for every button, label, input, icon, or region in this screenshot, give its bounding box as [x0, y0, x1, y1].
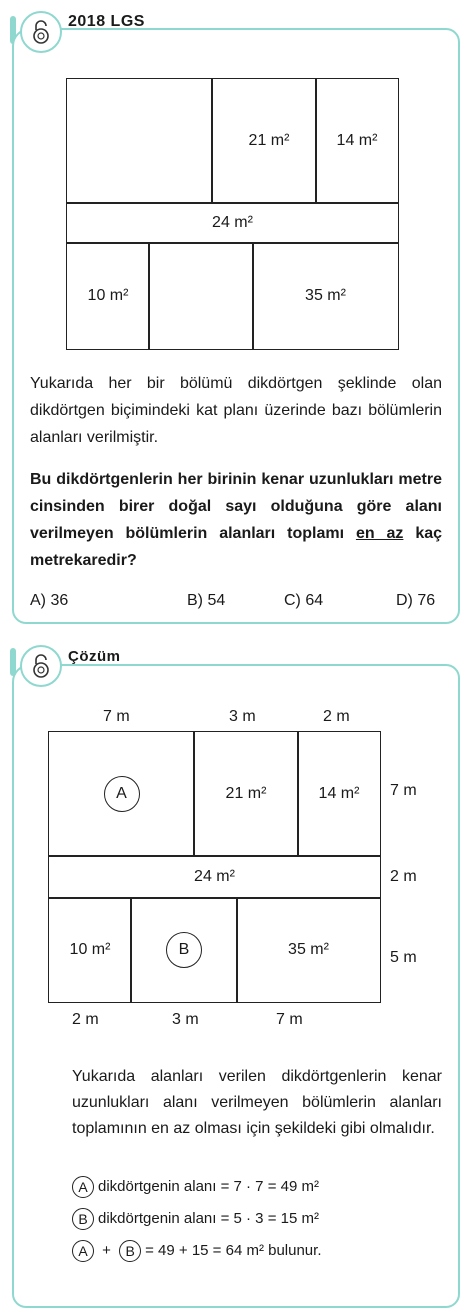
plan-cell-bottom-middle: [148, 242, 254, 350]
circle-a-label: A: [72, 1240, 94, 1262]
dim-bottom-2: 3 m: [172, 1011, 199, 1028]
question-floor-plan: [66, 78, 399, 350]
dim-right-2: 2 m: [390, 868, 417, 885]
emphasis-underline: en az: [355, 525, 404, 542]
dim-bottom-1: 2 m: [72, 1011, 99, 1028]
solution-title: Çözüm: [68, 648, 121, 665]
solution-floor-plan: [48, 731, 381, 1003]
circle-b-label: B: [119, 1240, 141, 1262]
solution-sum-line: A + B = 49 + 15 = 64 m² bulunur.: [72, 1240, 321, 1262]
dim-right-3: 5 m: [390, 949, 417, 966]
question-prompt: Bu dikdörtgenlerin her birinin kenar uzunlukları metre cinsinden birer doğal sayı olduğuna göre alanı verilmeyen bölümlerin alanları toplamı en az kaç metrekaredir?: [30, 471, 443, 569]
choice-a[interactable]: A) 36: [30, 592, 69, 609]
circle-b-label: B: [72, 1208, 94, 1230]
plan-cell-bottom-left: 10 m²: [48, 897, 132, 1003]
choice-b[interactable]: B) 54: [187, 592, 226, 609]
dim-top-2: 3 m: [229, 708, 256, 725]
plan-cell-top-right: 14 m²: [297, 731, 381, 857]
plan-cell-a: [48, 731, 195, 857]
solution-badge: [20, 645, 62, 687]
dim-right-1: 7 m: [390, 782, 417, 799]
plan-cell-b: [130, 897, 238, 1003]
dim-bottom-3: 7 m: [276, 1011, 303, 1028]
plan-cell-bottom-left: 10 m²: [66, 242, 150, 350]
choice-d[interactable]: D) 76: [396, 592, 436, 609]
question-paragraph: Yukarıda her bir bölümü dikdörtgen şeklinde olan dikdörtgen biçimindeki kat planı üzerinde bazı bölümlerin alanları verilmiştir.: [30, 375, 442, 446]
question-badge: [20, 11, 62, 53]
dim-top-1: 7 m: [103, 708, 130, 725]
plan-cell-top-middle: 21 m²: [193, 731, 299, 857]
plan-cell-middle: 24 m²: [66, 202, 399, 244]
plan-cell-top-left: [66, 78, 213, 204]
solution-line-a: A dikdörtgenin alanı = 7 · 7 = 49 m²: [72, 1176, 319, 1198]
dim-top-3: 2 m: [323, 708, 350, 725]
plan-cell-top-middle: 21 m²: [211, 78, 317, 204]
circle-a-label: A: [72, 1176, 94, 1198]
question-title: 2018 LGS: [68, 13, 145, 30]
choice-c[interactable]: C) 64: [284, 592, 324, 609]
lock-icon: [30, 19, 52, 45]
solution-line-b: B dikdörtgenin alanı = 5 · 3 = 15 m²: [72, 1208, 319, 1230]
lock-icon: [30, 653, 52, 679]
plan-cell-bottom-right: 35 m²: [252, 242, 399, 350]
solution-paragraph: Yukarıda alanları verilen dikdörtgenlerin kenar uzunlukları alanı verilmeyen bölümlerin alanları toplamının en az olması için şekildeki gibi olmalıdır.: [72, 1068, 442, 1137]
plan-cell-top-right: 14 m²: [315, 78, 399, 204]
plan-cell-middle: 24 m²: [48, 855, 381, 899]
plan-cell-bottom-right: 35 m²: [236, 897, 381, 1003]
region-a-marker: A: [104, 776, 140, 812]
region-b-marker: B: [166, 932, 202, 968]
